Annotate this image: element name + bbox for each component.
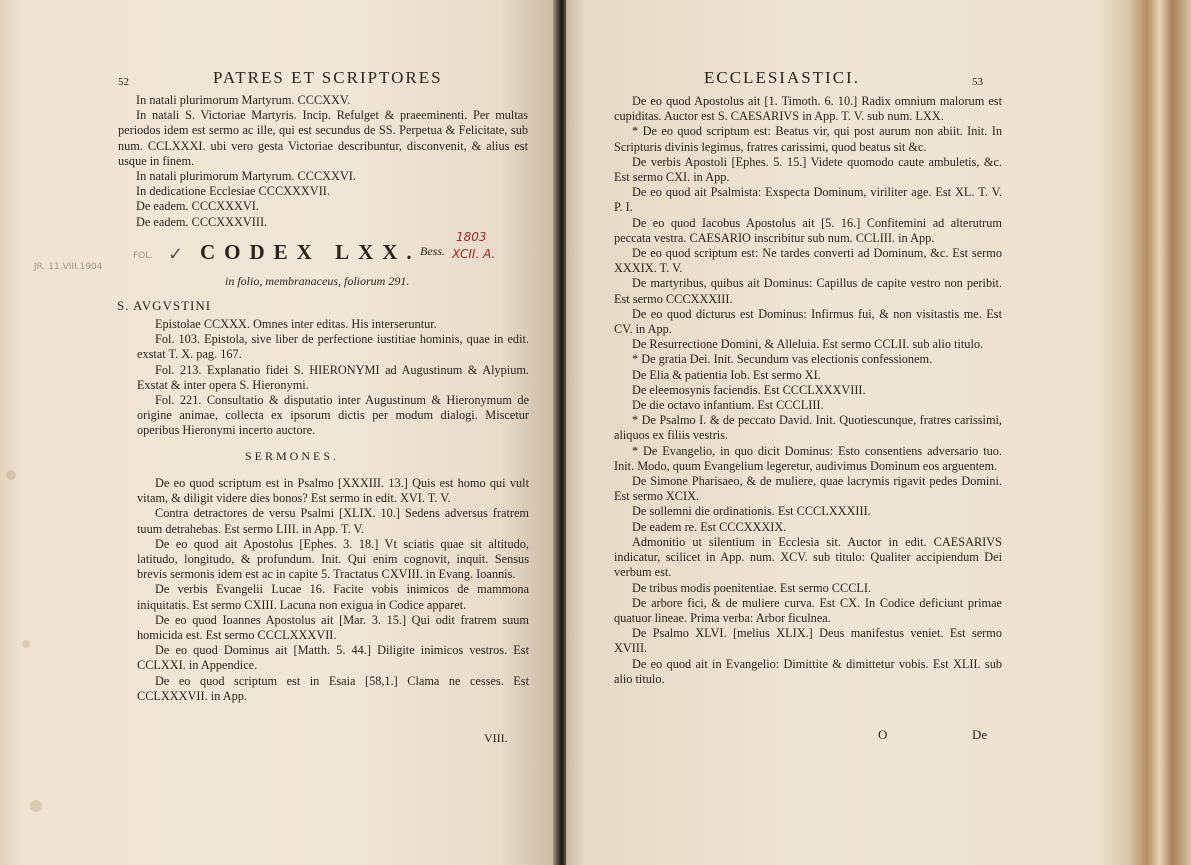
entry: De eleemosynis faciendis. Est CCCLXXXVIII. (632, 382, 866, 397)
sermones-block (137, 476, 529, 704)
handwritten-year: 1803 (456, 230, 487, 244)
entry: Epistolae CCXXX. Omnes inter editas. His interseruntur. (155, 317, 437, 331)
entry: Admonitio ut silentium in Ecclesia sit. Auctor in edit. CAESARIVS indicatur, scilicet in App. num. XCV. sub titulo: Qualiter accipiendum Dei verbum est. (614, 534, 1002, 580)
epistolae-block (137, 317, 529, 439)
entry: De Psalmo XLVI. [melius XLIX.] Deus manifestus veniet. Est sermo XVIII. (614, 626, 1002, 656)
entry: Contra detractores de versu Psalmi [XLIX. 10.] Sedens adversus fratrem tuum detrahebas. Est sermo LIII. in App. T. V. (137, 506, 529, 536)
entry: De eo quod scriptum est in Psalmo [XXXIII. 13.] Quis est homo qui vult vitam, & diligit videre dies bonos? Est sermo in edit. XVI. T. V. (137, 476, 529, 506)
intro-block (118, 93, 528, 230)
entry: De eo quod Iacobus Apostolus ait [5. 16.] Confitemini ad alterutrum peccata vestra. CAESARIO inscribitur sub num. CCLIII. in App. (614, 215, 1002, 245)
running-header-right: ECCLESIASTICI. (704, 68, 860, 87)
catchword-right: De (972, 727, 988, 742)
entry: De verbis Evangelii Lucae 16. Facite vobis inimicos de mammona iniquitatis. Est sermo CXIII. Lacuna non exigua in Codice apparet. (137, 582, 529, 612)
intro-line: De eadem. CCCXXXVI. (136, 199, 259, 214)
entry: De Elia & patientia Iob. Est sermo XI. (632, 367, 821, 382)
entry: * De Evangelio, in quo dicit Dominus: Esto consentiens adversario tuo. Init. Modo, quum Evangelium legeretur, audivimus Dominum eos arguentem. (614, 443, 1002, 473)
intro-line: In natali plurimorum Martyrum. CCCXXVI. (136, 169, 356, 184)
entry: De eo quod ait in Evangelio: Dimittite & dimittetur vobis. Est XLII. sub alio titulo. (614, 656, 1002, 686)
codex-title: CODEX LXX. (200, 240, 421, 264)
entry: De eo quod scriptum est: Ne tardes converti ad Dominum, &c. Est sermo XXXIX. T. V. (614, 246, 1002, 276)
foxing-spot (22, 640, 30, 648)
entry: Fol. 213. Explanatio fidei S. HIERONYMI ad Augustinum & Alypium. Exstat & inter opera S. Hieronymi. (137, 362, 529, 392)
right-page (566, 0, 1191, 865)
page-number-right: 53 (972, 76, 983, 88)
foxing-spot (6, 470, 16, 480)
intro-line: In dedicatione Ecclesiae CCCXXXVII. (136, 184, 330, 199)
entry: De eo quod ait Psalmista: Exspecta Dominum, viriliter age. Est XL. T. V. P. I. (614, 185, 1002, 215)
running-header-left: PATRES ET SCRIPTORES (213, 68, 443, 87)
sermones-heading: SERMONES. (245, 449, 340, 463)
right-text-block (614, 94, 1002, 687)
entry: De eo quod ait Apostolus [Ephes. 3. 18.] Vt sciatis quae sit altitudo, latitudo, longitudo, & profundum. Init. Qui enim cognovit, inquit. Sensus brevis sermonis idem est ac in capite 5. Tractatus CXVIII. in Evang. Ioannis. (137, 536, 529, 582)
entry: De eo quod scriptum est in Esaia [58,1.] Clama ne cesses. Est CCLXXXVII. in App. (137, 673, 529, 703)
entry: De tribus modis poenitentiae. Est sermo CCCLI. (632, 580, 872, 595)
entry: Fol. 221. Consultatio & disputatio inter Augustinum & Hieronymum de origine animae, collecta ex ipsorum dictis per modum dialogi. Miscetur operibus Hieronymi incerto auctore. (137, 393, 529, 438)
entry: De Resurrectione Domini, & Alleluia. Est sermo CCLII. sub alio titulo. (632, 337, 984, 352)
pencil-mark: FOL. (133, 251, 154, 261)
entry: De eo quod Apostolus ait [1. Timoth. 6. 10.] Radix omnium malorum est cupiditas. Auctor est S. CAESARIVS in App. T. V. sub num. LXX. (614, 94, 1002, 124)
check-mark-icon: ✓ (168, 244, 184, 264)
entry: * De Psalmo I. & de peccato David. Init. Quotiescunque, fratres carissimi, aliquos ex filiis vestris. (614, 413, 1002, 443)
entry: De eadem re. Est CCCXXXIX. (632, 519, 787, 534)
signature-mark: O (878, 727, 888, 742)
entry: De Simone Pharisaeo, & de muliere, quae lacrymis rigavit pedes Domini. Est sermo XCIX. (614, 474, 1002, 504)
foxing-spot (30, 800, 42, 812)
entry: De die octavo infantium. Est CCCLIII. (632, 398, 824, 413)
catchword-left: VIII. (484, 731, 508, 745)
entry: De sollemni die ordinationis. Est CCCLXXXIII. (632, 504, 871, 519)
entry: De eo quod Dominus ait [Matth. 5. 44.] Diligite inimicos vestros. Est CCLXXI. in Appendice. (137, 643, 529, 673)
codex-bess-label: Bess. (420, 244, 445, 258)
intro-line: De eadem. CCCXXXVIII. (136, 214, 268, 229)
entry: * De gratia Dei. Init. Secundum vas electionis confessionem. (632, 352, 933, 367)
entry: De verbis Apostoli [Ephes. 5. 15.] Videte quomodo caute ambuletis, &c. Est sermo CXI. in App. (614, 154, 1002, 185)
entry: * De eo quod scriptum est: Beatus vir, qui post aurum non abiit. Init. In Scripturis divinis legimus, fratres carissimi, quod beatus sit &c. (614, 124, 1002, 154)
intro-line: In natali S. Victoriae Martyris. Incip. Refulget & praeeminenti. Per multas periodos idem est sermo ac ille, qui est secundus de SS. Perpetua & Felicitate, sub num. CCLXXXI. ubi vero gesta Victoriae describuntur, disconvenit, & alius est usque in finem. (118, 108, 528, 168)
entry: De eo quod Ioannes Apostolus ait [Mar. 3. 15.] Qui odit fratrem suum homicida est. Est sermo CCCLXXXVII. (137, 612, 529, 643)
page-number-left: 52 (118, 76, 129, 88)
codex-description: in folio, membranaceus, foliorum 291. (225, 274, 410, 288)
left-page (0, 0, 556, 865)
section-title: S. AVGVSTINI (117, 298, 212, 313)
entry: De martyribus, quibus ait Dominus: Capillus de capite vestro non peribit. Est sermo CCCXXXIII. (614, 276, 1002, 306)
entry: Fol. 103. Epistola, sive liber de perfectione iustitiae hominis, quae in edit. exstat T. X. pag. 167. (137, 332, 529, 362)
handwritten-shelfmark: XCII. A. (452, 247, 496, 261)
pencil-annotation: JR. 11.VIII.1904 (34, 262, 103, 272)
entry: De arbore fici, & de muliere curva. Est CX. In Codice deficiunt primae quatuor lineae. Prima verba: Arbor ficulnea. (614, 595, 1002, 625)
intro-line: In natali plurimorum Martyrum. CCCXXV. (136, 93, 351, 107)
entry: De eo quod dicturus est Dominus: Infirmus fui, & non visitastis me. Est CV. in App. (614, 306, 1002, 337)
